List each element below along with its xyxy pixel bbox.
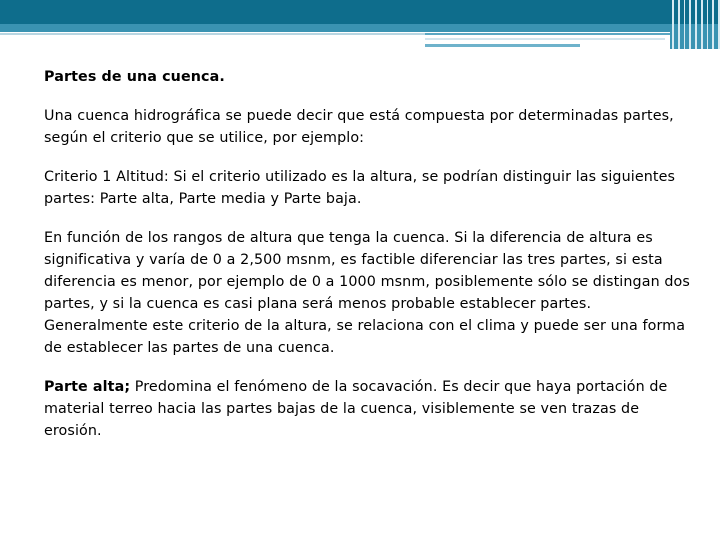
decorative-rule bbox=[425, 44, 580, 47]
decorative-rule bbox=[425, 33, 670, 35]
document-title: Partes de una cuenca. bbox=[44, 69, 225, 85]
decorative-stripes bbox=[672, 0, 720, 49]
paragraph-criterion: Criterio 1 Altitud: Si el criterio utilizado es la altura, se podrían distinguir las siguientes partes: Parte alta, Parte media y Parte baja. bbox=[44, 169, 676, 207]
paragraph-ranges: En función de los rangos de altura que tenga la cuenca. Si la diferencia de altura es significativa y varía de 0 a 2,500 msnm, es factible diferenciar las tres partes, si esta diferencia es menor, por ejemplo de 0 a 1000 msnm, posiblemente sólo se distingan dos partes, y si la cuenca es casi plana será menos probable establecer partes. Generalmente este criterio de la altura, se relaciona con el clima y puede ser una forma de establecer las partes de una cuenca. bbox=[44, 230, 690, 356]
header-band bbox=[0, 0, 720, 24]
upper-part-label: Parte alta; bbox=[44, 379, 131, 395]
decorative-rule bbox=[0, 33, 425, 35]
upper-part-text: Predomina el fenómeno de la socavación. Es decir que haya portación de material terreo hacia las partes bajas de la cuenca, visiblemente se ven trazas de erosión. bbox=[44, 379, 668, 439]
paragraph-intro: Una cuenca hidrográfica se puede decir que está compuesta por determinadas partes, según el criterio que se utilice, por ejemplo: bbox=[44, 108, 674, 146]
paragraph-upper-part bbox=[44, 376, 694, 442]
header-band-light bbox=[0, 24, 720, 32]
slide-content bbox=[44, 66, 694, 459]
decorative-rule bbox=[425, 38, 665, 40]
